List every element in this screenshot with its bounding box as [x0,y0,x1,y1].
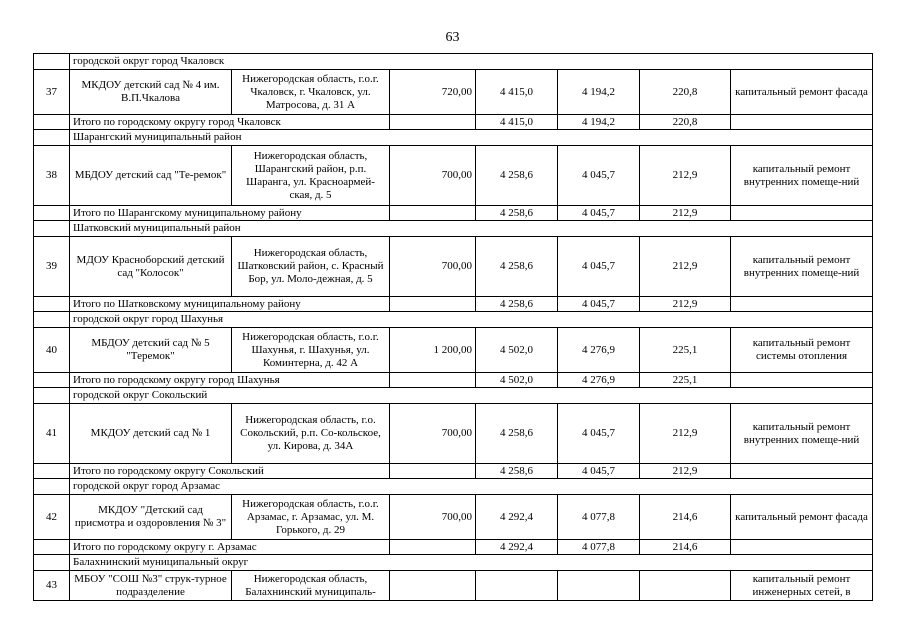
area-value: 720,00 [390,70,476,115]
regional-funds: 4 077,8 [558,495,640,540]
cell-empty [34,464,70,479]
cell-empty [34,115,70,130]
table-row [34,495,873,540]
table-row [34,404,873,464]
section-label: городской округ город Арзамас [70,479,873,495]
institution-address: Нижегородская область, г.о.г. Шахунья, г. Шахунья, ул. Коминтерна, д. 42 А [232,328,390,373]
total-label: Итого по городскому округу Сокольский [70,464,390,479]
work-type: капитальный ремонт внутренних помеще-ний [731,404,873,464]
section-row [34,54,873,70]
section-label: Шарангский муниципальный район [70,130,873,146]
total-sum: 4 258,6 [476,297,558,312]
cell-empty [731,297,873,312]
regional-funds [558,571,640,601]
total-sum: 4 502,0 [476,373,558,388]
institution-address: Нижегородская область, г.о. Сокольский, р.п. Со-кольское, ул. Кирова, д. 34А [232,404,390,464]
total-regional: 4 077,8 [558,540,640,555]
regional-funds: 4 045,7 [558,146,640,206]
local-funds: 225,1 [640,328,731,373]
total-local: 212,9 [640,206,731,221]
table-row [34,328,873,373]
section-row [34,555,873,571]
cell-empty [731,206,873,221]
cell-empty [34,130,70,146]
table-row [34,237,873,297]
area-value: 700,00 [390,237,476,297]
total-regional: 4 045,7 [558,206,640,221]
cell-empty [390,115,476,130]
total-row [34,373,873,388]
local-funds: 212,9 [640,404,731,464]
table-row [34,146,873,206]
section-row [34,221,873,237]
section-label: городской округ город Шахунья [70,312,873,328]
cell-empty [34,479,70,495]
institution-address: Нижегородская область, г.о.г. Чкаловск, г. Чкаловск, ул. Матросова, д. 31 А [232,70,390,115]
total-sum: 4 415,0 [476,115,558,130]
cell-empty [390,297,476,312]
total-sum: 4 258,6 [476,464,558,479]
institution-name: МБДОУ детский сад № 5 "Теремок" [70,328,232,373]
area-value: 700,00 [390,404,476,464]
local-funds [640,571,731,601]
regional-funds: 4 194,2 [558,70,640,115]
row-number: 38 [34,146,70,206]
work-type: капитальный ремонт внутренних помеще-ний [731,237,873,297]
area-value: 700,00 [390,146,476,206]
table-row [34,70,873,115]
regional-funds: 4 045,7 [558,404,640,464]
total-local: 220,8 [640,115,731,130]
cell-empty [34,555,70,571]
institution-name: МКДОУ детский сад № 4 им. В.П.Чкалова [70,70,232,115]
total-cost: 4 258,6 [476,146,558,206]
institution-address: Нижегородская область, Шарангский район, р.п. Шаранга, ул. Красноармей-ская, д. 5 [232,146,390,206]
work-type: капитальный ремонт внутренних помеще-ний [731,146,873,206]
cell-empty [34,206,70,221]
institution-name: МДОУ Красноборский детский сад "Колосок" [70,237,232,297]
total-cost: 4 258,6 [476,237,558,297]
section-row [34,388,873,404]
section-label: городской округ город Чкаловск [70,54,873,70]
total-cost: 4 415,0 [476,70,558,115]
total-label: Итого по городскому округу город Шахунья [70,373,390,388]
section-row [34,130,873,146]
total-regional: 4 045,7 [558,297,640,312]
total-local: 225,1 [640,373,731,388]
local-funds: 212,9 [640,146,731,206]
total-cost: 4 502,0 [476,328,558,373]
institution-address: Нижегородская область, Балахнинский муниципаль- [232,571,390,601]
institution-name: МКДОУ детский сад № 1 [70,404,232,464]
total-local: 214,6 [640,540,731,555]
row-number: 40 [34,328,70,373]
cell-empty [34,221,70,237]
local-funds: 212,9 [640,237,731,297]
total-cost: 4 292,4 [476,495,558,540]
work-type: капитальный ремонт системы отопления [731,328,873,373]
total-row [34,115,873,130]
row-number: 37 [34,70,70,115]
cell-empty [34,312,70,328]
page-number: 63 [445,30,460,45]
work-type: капитальный ремонт фасада [731,70,873,115]
total-cost: 4 258,6 [476,404,558,464]
institution-address: Нижегородская область, г.о.г. Арзамас, г. Арзамас, ул. М. Горького, д. 29 [232,495,390,540]
total-label: Итого по городскому округу г. Арзамас [70,540,390,555]
total-label: Итого по Шарангскому муниципальному району [70,206,390,221]
total-label: Итого по Шатковскому муниципальному району [70,297,390,312]
total-row [34,297,873,312]
area-value [390,571,476,601]
total-row [34,540,873,555]
regional-funds: 4 276,9 [558,328,640,373]
cell-empty [390,464,476,479]
total-sum: 4 292,4 [476,540,558,555]
area-value: 700,00 [390,495,476,540]
cell-empty [731,115,873,130]
total-regional: 4 276,9 [558,373,640,388]
area-value: 1 200,00 [390,328,476,373]
section-label: Шатковский муниципальный район [70,221,873,237]
total-local: 212,9 [640,464,731,479]
local-funds: 214,6 [640,495,731,540]
total-local: 212,9 [640,297,731,312]
row-number: 42 [34,495,70,540]
total-sum: 4 258,6 [476,206,558,221]
regional-funds: 4 045,7 [558,237,640,297]
cell-empty [34,297,70,312]
cell-empty [34,373,70,388]
row-number: 39 [34,237,70,297]
cell-empty [390,206,476,221]
cell-empty [731,373,873,388]
section-label: городской округ Сокольский [70,388,873,404]
section-label: Балахнинский муниципальный округ [70,555,873,571]
table-row [34,571,873,601]
institution-name: МКДОУ "Детский сад присмотра и оздоровления № 3" [70,495,232,540]
section-row [34,479,873,495]
row-number: 41 [34,404,70,464]
cell-empty [390,540,476,555]
cell-empty [390,373,476,388]
work-type: капитальный ремонт инженерных сетей, в [731,571,873,601]
institution-name: МБДОУ детский сад "Те-ремок" [70,146,232,206]
institution-name: МБОУ "СОШ №3" струк-турное подразделение [70,571,232,601]
total-row [34,464,873,479]
cell-empty [731,540,873,555]
total-label: Итого по городскому округу город Чкаловск [70,115,390,130]
work-type: капитальный ремонт фасада [731,495,873,540]
total-regional: 4 194,2 [558,115,640,130]
cell-empty [34,540,70,555]
total-row [34,206,873,221]
total-cost [476,571,558,601]
cell-empty [34,54,70,70]
institution-address: Нижегородская область, Шатковский район, с. Красный Бор, ул. Моло-дежная, д. 5 [232,237,390,297]
cell-empty [34,388,70,404]
cell-empty [731,464,873,479]
total-regional: 4 045,7 [558,464,640,479]
local-funds: 220,8 [640,70,731,115]
data-table [33,53,873,601]
section-row [34,312,873,328]
table-body [34,54,873,601]
row-number: 43 [34,571,70,601]
